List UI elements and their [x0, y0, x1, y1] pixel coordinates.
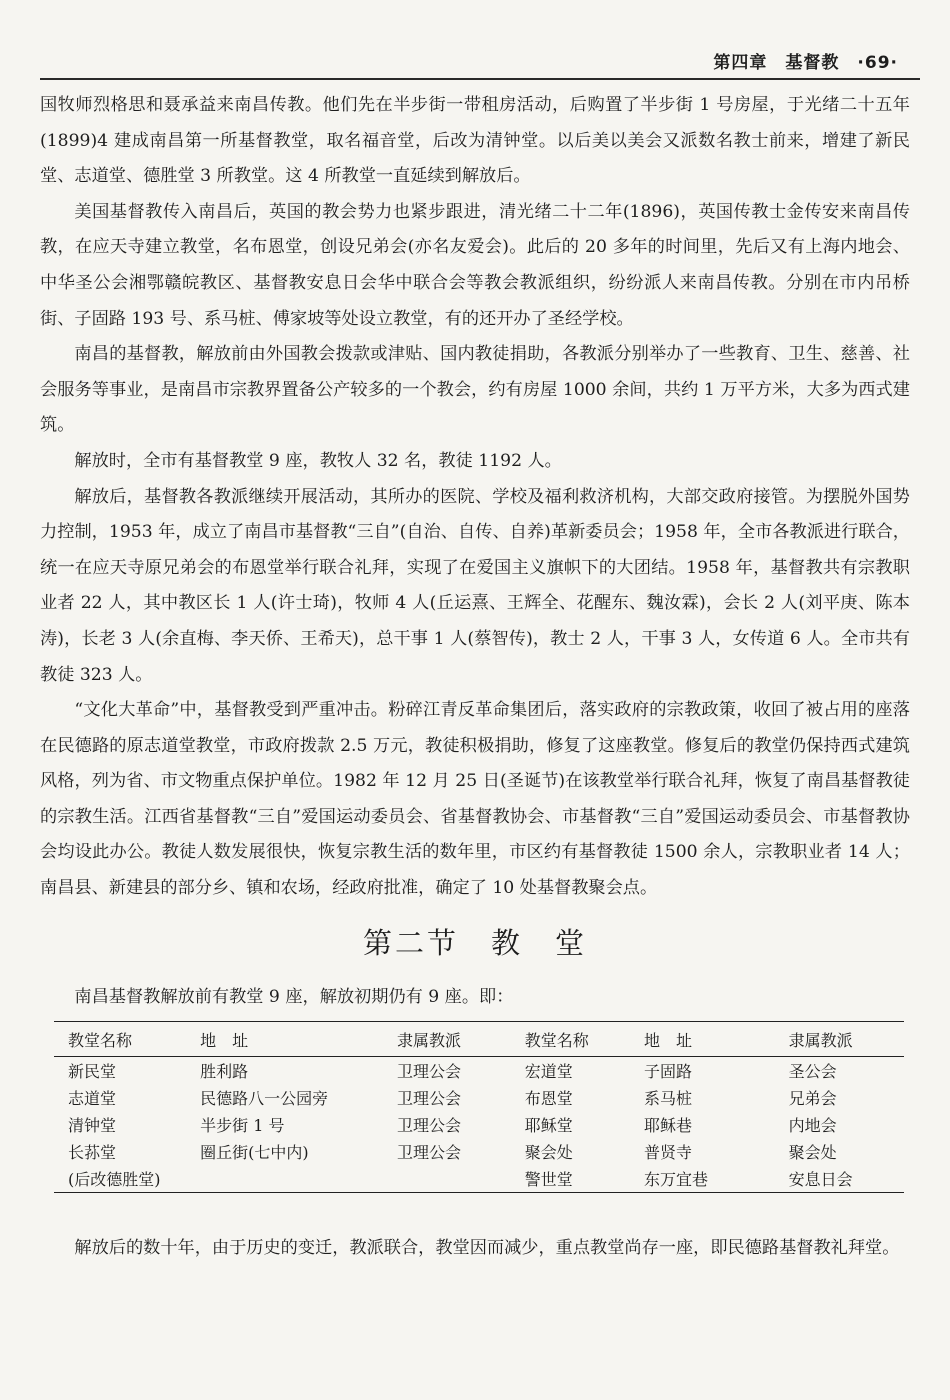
section-intro: 南昌基督教解放前有教堂 9 座，解放初期仍有 9 座。即：	[74, 986, 514, 1007]
table-cell: 系马桩	[644, 1089, 693, 1109]
table-cell	[196, 1165, 393, 1193]
table-cell: 卫理公会	[396, 1116, 461, 1136]
table-cell: (后改德胜堂)	[68, 1170, 161, 1190]
paragraph-continued: 国牧师烈格思和聂承益来南昌传教。他们先在半步街一带租房活动，后购置了半步街 1 号房屋，于光绪二十五年(1899)4 建成南昌第一所基督教堂，取名福音堂，后改为清钟堂。以后美以美会又派数名教士前来，增建了新民堂、志道堂、德胜堂 3 所教堂。这 4 所教堂一直延续到解放后。	[40, 95, 910, 187]
table-cell	[393, 1165, 521, 1193]
section-title: 第二节 教 堂	[362, 925, 587, 960]
table-cell: 耶稣堂	[524, 1116, 573, 1136]
table-cell: 卫理公会	[396, 1143, 461, 1163]
table-cell: 聚会处	[524, 1143, 573, 1163]
table-cell: 兄弟会	[788, 1089, 837, 1109]
header-text	[695, 48, 898, 73]
church-table	[54, 1021, 904, 1193]
table-row	[54, 1111, 904, 1138]
paragraph: “文化大革命”中，基督教受到严重冲击。粉碎江青反革命集团后，落实政府的宗教政策，收回了被占用的座落在民德路的原志道堂教堂，市政府拨款 2.5 万元，教徒积极捐助，修复了这座教堂。修复后的教堂仍保持西式建筑风格，列为省、市文物重点保护单位。1982 年 12 月 25 日(圣诞节)在该教堂举行联合礼拜，恢复了南昌基督教徒的宗教生活。江西省基督教“三自”爱国运动委员会、省基督教协会、市基督教“三自”爱国运动委员会、市基督教协会均设此办公。教徒人数发展很快，恢复宗教生活的数年里，市区约有基督教徒 1500 余人，宗教职业者 14 人；南昌县、新建县的部分乡、镇和农场，经政府批准，确定了 10 处基督教聚会点。	[40, 700, 910, 899]
table-row	[54, 1084, 904, 1111]
table-cell: 胜利路	[200, 1062, 249, 1082]
table-cell: 卫理公会	[396, 1062, 461, 1082]
page-body	[40, 88, 910, 1267]
table-cell: 宏道堂	[524, 1062, 573, 1082]
table-cell: 志道堂	[68, 1089, 117, 1109]
column-header: 隶属教派	[396, 1030, 461, 1050]
paragraph: 解放时，全市有基督教堂 9 座，教牧人 32 名，教徒 1192 人。	[74, 450, 562, 471]
column-header: 教堂名称	[68, 1030, 133, 1050]
table-cell: 半步街 1 号	[200, 1116, 285, 1136]
table-cell: 新民堂	[68, 1062, 117, 1082]
running-header	[40, 42, 920, 80]
column-header: 地 址	[644, 1030, 693, 1050]
table-cell: 布恩堂	[524, 1089, 573, 1109]
page-number: ·69·	[857, 53, 898, 73]
table-cell: 聚会处	[788, 1143, 837, 1163]
table-cell: 清钟堂	[68, 1116, 117, 1136]
table-row	[54, 1138, 904, 1165]
paragraph: 南昌的基督教，解放前由外国教会拨款或津贴、国内教徒捐助，各教派分别举办了一些教育、卫生、慈善、社会服务等事业，是南昌市宗教界置备公产较多的一个教会，约有房屋 1000 余间，共约 1 万平方米，大多为西式建筑。	[40, 344, 910, 436]
table-cell: 圈丘街(七中内)	[200, 1143, 309, 1163]
table-cell: 民德路八一公园旁	[200, 1089, 329, 1109]
column-header: 教堂名称	[524, 1030, 589, 1050]
table-cell: 内地会	[788, 1116, 837, 1136]
table-cell: 普贤寺	[644, 1143, 693, 1163]
closing-paragraph: 解放后的数十年，由于历史的变迁，教派联合，教堂因而减少，重点教堂尚存一座，即民德路基督教礼拜堂。	[74, 1238, 900, 1259]
chapter-label: 第四章	[713, 53, 768, 73]
chapter-title: 基督教	[785, 53, 840, 73]
table-cell: 子固路	[644, 1062, 693, 1082]
column-header: 地 址	[200, 1030, 249, 1050]
table-row	[54, 1165, 904, 1193]
table-cell: 警世堂	[524, 1170, 573, 1190]
table-header-row	[54, 1022, 904, 1057]
paragraph: 解放后，基督教各教派继续开展活动，其所办的医院、学校及福利救济机构，大部交政府接管。为摆脱外国势力控制，1953 年，成立了南昌市基督教“三自”(自治、自传、自养)革新委员会；1958 年，全市各教派进行联合，统一在应天寺原兄弟会的布恩堂举行联合礼拜，实现了在爱国主义旗帜下的大团结。1958 年，基督教共有宗教职业者 22 人，其中教区长 1 人(许士琦)，牧师 4 人(丘运熹、王辉全、花醒东、魏汝霖)，会长 2 人(刘平庚、陈本涛)，长老 3 人(余直梅、李天侨、王希天)，总干事 1 人(蔡智传)，教士 2 人，干事 3 人，女传道 6 人。全市共有教徒 323 人。	[40, 486, 910, 685]
table-cell: 圣公会	[788, 1062, 837, 1082]
column-header: 隶属教派	[788, 1030, 853, 1050]
table-row	[54, 1057, 904, 1085]
paragraph: 美国基督教传入南昌后，英国的教会势力也紧步跟进，清光绪二十二年(1896)，英国传教士金传安来南昌传教，在应天寺建立教堂，名布恩堂，创设兄弟会(亦名友爱会)。此后的 20 多年的时间里，先后又有上海内地会、中华圣公会湘鄂赣皖教区、基督教安息日会华中联合会等教会教派组织，纷纷派人来南昌传教。分别在市内吊桥街、子固路 193 号、系马桩、傅家坡等处设立教堂，有的还开办了圣经学校。	[40, 201, 910, 329]
table-cell: 卫理公会	[396, 1089, 461, 1109]
table-cell: 耶稣巷	[644, 1116, 693, 1136]
table-cell: 东万宜巷	[644, 1170, 709, 1190]
table-cell: 安息日会	[788, 1170, 853, 1190]
table-cell: 长荪堂	[68, 1143, 117, 1163]
